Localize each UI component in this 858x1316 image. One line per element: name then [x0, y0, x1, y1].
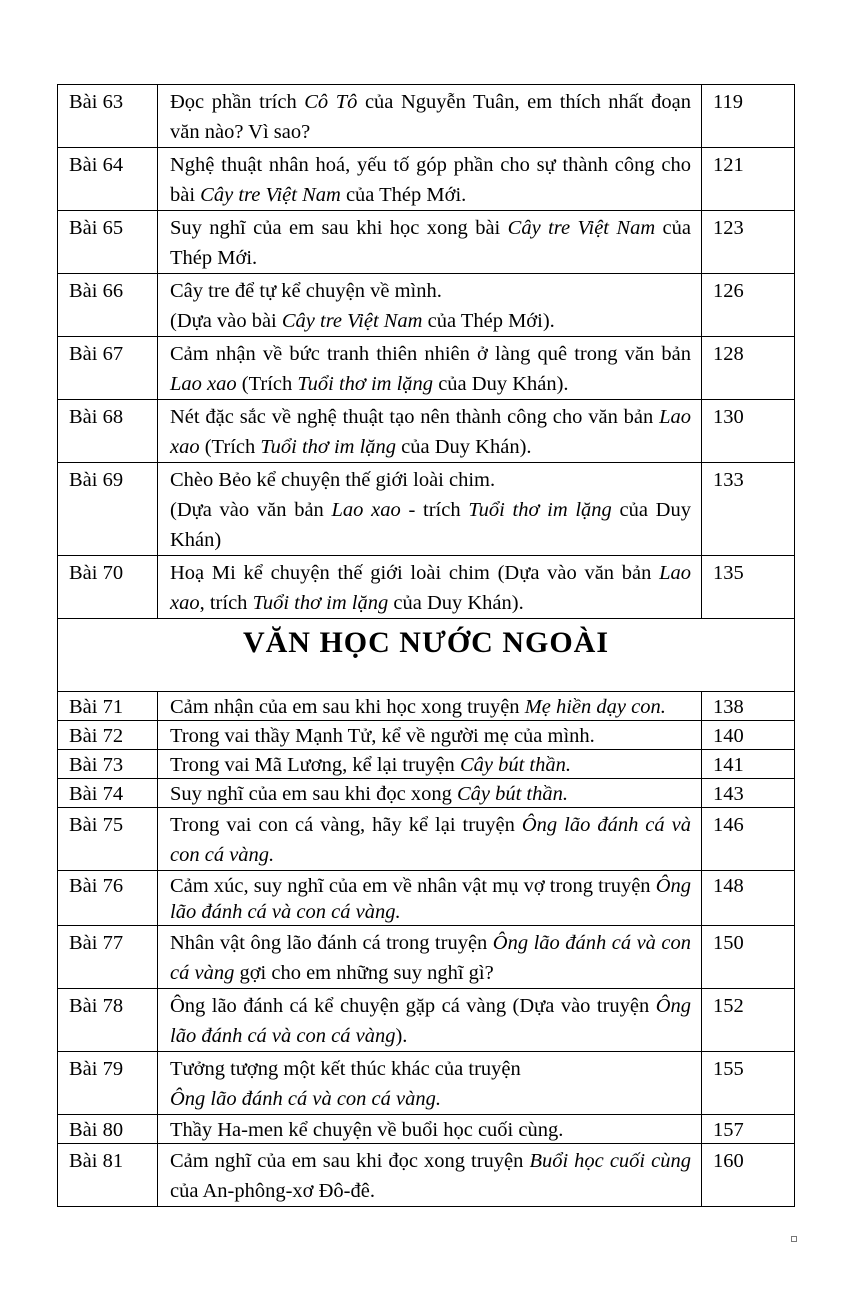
lesson-title — [158, 1052, 702, 1115]
table-section-foreign — [58, 619, 795, 692]
lesson-number: Bài 69 — [58, 463, 158, 556]
page-number: 148 — [702, 871, 795, 926]
page-number: 140 — [702, 721, 795, 750]
page-number: 133 — [702, 463, 795, 556]
work-title: Lao xao — [170, 406, 691, 458]
lesson-title — [158, 556, 702, 619]
title-text: (Trích — [236, 373, 298, 395]
title-text: Thầy Ha-men kể chuyện về buổi học cuối cùng. — [170, 1119, 564, 1141]
page-number: 121 — [702, 148, 795, 211]
table-row — [58, 721, 795, 750]
work-title: Cây bút thần. — [456, 783, 569, 805]
lesson-number: Bài 78 — [58, 989, 158, 1052]
lesson-number: Bài 72 — [58, 721, 158, 750]
work-title: Ông lão đánh cá và con cá vàng — [170, 932, 692, 984]
work-title: Ông lão đánh cá và con cá vàng — [170, 995, 691, 1047]
work-title: Tuổi thơ im lặng — [260, 436, 397, 458]
lesson-number: Bài 70 — [58, 556, 158, 619]
lesson-title — [158, 337, 702, 400]
lesson-number: Bài 68 — [58, 400, 158, 463]
lesson-title — [158, 211, 702, 274]
page-number: 152 — [702, 989, 795, 1052]
lesson-title — [158, 1115, 702, 1144]
table-row — [58, 808, 795, 871]
work-title: Ông lão đánh cá và con cá vàng. — [170, 875, 691, 923]
lesson-number: Bài 74 — [58, 779, 158, 808]
lesson-title — [158, 148, 702, 211]
page-number: 128 — [702, 337, 795, 400]
page-number: 126 — [702, 274, 795, 337]
section-heading-row — [58, 619, 795, 692]
lesson-number: Bài 77 — [58, 926, 158, 989]
title-text: Nét đặc sắc về nghệ thuật tạo nên thành công cho văn bản — [170, 406, 660, 428]
lesson-title — [158, 274, 702, 337]
page-number: 138 — [702, 692, 795, 721]
lesson-number: Bài 75 — [58, 808, 158, 871]
work-title: Cây tre Việt Nam — [200, 184, 341, 206]
page-number: 150 — [702, 926, 795, 989]
page-number: 135 — [702, 556, 795, 619]
title-text: của An-phông-xơ Đô-đê. — [170, 1180, 375, 1202]
title-text: Tưởng tượng một kết thúc khác của truyện — [170, 1058, 521, 1080]
title-text: Trong vai con cá vàng, hãy kể lại truyện — [170, 814, 522, 836]
lesson-number: Bài 65 — [58, 211, 158, 274]
title-text: ). — [395, 1025, 408, 1047]
table-row — [58, 211, 795, 274]
contents-table — [57, 84, 795, 1207]
lesson-title — [158, 721, 702, 750]
title-text: của Nguyễn Tuân, em thích nhất đoạn văn nào? Vì sao? — [170, 91, 691, 143]
section-heading: VĂN HỌC NƯỚC NGOÀI — [58, 619, 795, 692]
table-row — [58, 400, 795, 463]
page-number: 130 — [702, 400, 795, 463]
table-row — [58, 779, 795, 808]
title-text: của Duy Khán). — [433, 373, 569, 395]
title-text: Cây tre để tự kể chuyện về mình. — [170, 280, 442, 302]
title-text: của Duy Khán). — [396, 436, 532, 458]
title-text: (Trích — [199, 436, 261, 458]
title-text: của Thép Mới. — [340, 184, 467, 206]
title-text: Cảm nghĩ của em sau khi đọc xong truyện — [170, 1150, 530, 1172]
title-text: của Thép Mới. — [170, 217, 691, 269]
work-title: Buổi học cuối cùng — [529, 1150, 691, 1172]
table-row — [58, 463, 795, 556]
page-number: 119 — [702, 85, 795, 148]
work-title: Cây tre Việt Nam — [281, 310, 423, 332]
lesson-title — [158, 85, 702, 148]
work-title: Cây bút thần. — [459, 754, 571, 776]
table-row — [58, 1115, 795, 1144]
lesson-number: Bài 63 — [58, 85, 158, 148]
lesson-number: Bài 67 — [58, 337, 158, 400]
lesson-title — [158, 808, 702, 871]
page-number: 155 — [702, 1052, 795, 1115]
title-text: Trong vai thầy Mạnh Tử, kể về người mẹ của mình. — [170, 725, 595, 747]
lesson-number: Bài 71 — [58, 692, 158, 721]
lesson-number: Bài 73 — [58, 750, 158, 779]
title-text: Nhân vật ông lão đánh cá trong truyện — [170, 932, 493, 954]
lesson-number: Bài 79 — [58, 1052, 158, 1115]
page-number: 141 — [702, 750, 795, 779]
lesson-title — [158, 692, 702, 721]
table-row — [58, 926, 795, 989]
lesson-title — [158, 750, 702, 779]
title-text: Chèo Bẻo kể chuyện thế giới loài chim. — [170, 469, 496, 491]
title-text: Suy nghĩ của em sau khi đọc xong — [170, 783, 457, 805]
table-row — [58, 989, 795, 1052]
lesson-title — [158, 989, 702, 1052]
table-section-vietnamese — [58, 85, 795, 619]
table-row — [58, 1052, 795, 1115]
title-text: gợi cho em những suy nghĩ gì? — [234, 962, 494, 984]
title-text: Cảm nhận về bức tranh thiên nhiên ở làng quê trong văn bản — [170, 343, 691, 365]
table-row — [58, 1144, 795, 1207]
work-title: Ông lão đánh cá và con cá vàng. — [170, 1088, 441, 1110]
work-title: Cây tre Việt Nam — [507, 217, 656, 239]
title-text: Đọc phần trích — [170, 91, 305, 113]
table-row — [58, 337, 795, 400]
page-number: 160 — [702, 1144, 795, 1207]
title-text: Nghệ thuật nhân hoá, yếu tố góp phần cho sự thành công cho bài — [170, 154, 691, 206]
page-number: 157 — [702, 1115, 795, 1144]
work-title: Tuổi thơ im lặng — [297, 373, 434, 395]
lesson-title — [158, 926, 702, 989]
title-text: của Duy Khán) — [170, 499, 691, 551]
title-text: của Duy Khán). — [388, 592, 524, 614]
title-text: Cảm xúc, suy nghĩ của em về nhân vật mụ vợ trong truyện — [170, 875, 656, 897]
page-number: 146 — [702, 808, 795, 871]
page-number: 143 — [702, 779, 795, 808]
work-title: Lao xao — [170, 562, 691, 614]
lesson-number: Bài 66 — [58, 274, 158, 337]
table-row — [58, 148, 795, 211]
table-section-foreign-rows — [58, 692, 795, 1207]
work-title: Tuổi thơ im lặng — [252, 592, 389, 614]
work-title: Lao xao — [331, 499, 401, 521]
table-row — [58, 274, 795, 337]
lesson-title — [158, 400, 702, 463]
lesson-title — [158, 463, 702, 556]
work-title: Ông lão đánh cá và con cá vàng. — [170, 814, 691, 866]
table-row — [58, 85, 795, 148]
table-resize-handle — [791, 1236, 797, 1242]
lesson-number: Bài 81 — [58, 1144, 158, 1207]
lesson-title — [158, 779, 702, 808]
table-row — [58, 556, 795, 619]
table-row — [58, 750, 795, 779]
table-row — [58, 871, 795, 926]
title-text: - trích — [400, 499, 469, 521]
page-number: 123 — [702, 211, 795, 274]
lesson-title — [158, 871, 702, 926]
work-title: Cô Tô — [304, 91, 358, 113]
title-text: Hoạ Mi kể chuyện thế giới loài chim (Dựa vào văn bản — [170, 562, 660, 584]
title-text: Cảm nhận của em sau khi học xong truyện — [170, 696, 525, 718]
work-title: Mẹ hiền dạy con. — [524, 696, 666, 718]
title-text: của Thép Mới). — [422, 310, 555, 332]
title-text: (Dựa vào bài — [170, 310, 282, 332]
title-text: Trong vai Mã Lương, kể lại truyện — [170, 754, 460, 776]
lesson-number: Bài 80 — [58, 1115, 158, 1144]
table-row — [58, 692, 795, 721]
title-text: , trích — [199, 592, 253, 614]
title-text: Suy nghĩ của em sau khi học xong bài — [170, 217, 508, 239]
work-title: Tuổi thơ im lặng — [468, 499, 612, 521]
lesson-number: Bài 76 — [58, 871, 158, 926]
title-text: Ông lão đánh cá kể chuyện gặp cá vàng (Dựa vào truyện — [170, 995, 656, 1017]
work-title: Lao xao — [170, 373, 237, 395]
title-text: (Dựa vào văn bản — [170, 499, 332, 521]
lesson-title — [158, 1144, 702, 1207]
lesson-number: Bài 64 — [58, 148, 158, 211]
